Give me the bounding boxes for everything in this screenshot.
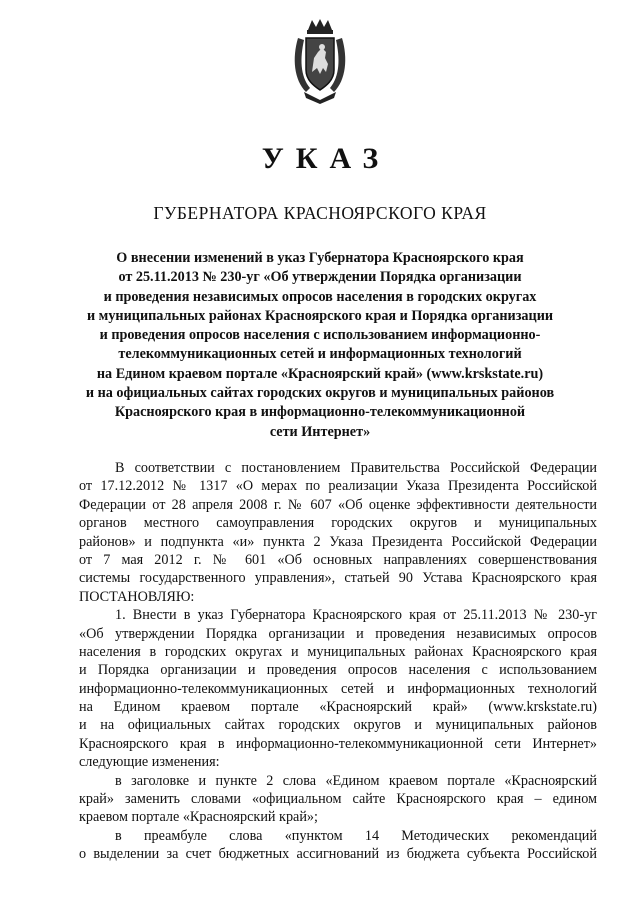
heading-line: и проведения опросов населения с использованием информационно- — [99, 327, 541, 344]
body-line: и Порядка организации и проведения опросов населения с использованием — [79, 662, 597, 679]
body-line: в преамбуле слова «пунктом 14 Методических рекомендаций — [115, 827, 597, 844]
body-line: Красноярского края в информационно-телекоммуникационной сети Интернет» — [79, 735, 597, 752]
body-line: в заголовке и пункте 2 слова «Едином краевом портале «Красноярский — [115, 772, 597, 789]
body-line: на Едином краевом портале «Красноярский край» (www.krskstate.ru) — [79, 699, 597, 716]
heading-line: на Едином краевом портале «Красноярский край» (www.krskstate.ru) — [96, 365, 544, 382]
document-subtitle: ГУБЕРНАТОРА КРАСНОЯРСКОГО КРАЯ — [153, 203, 487, 223]
body-line: населения в городских округах и муниципальных районах Красноярского края — [79, 643, 597, 660]
heading-line: от 25.11.2013 № 230-уг «Об утверждении Порядка организации — [118, 269, 522, 286]
document-title: УКАЗ — [261, 142, 391, 175]
body-line: информационно-телекоммуникационных сетей и информационных технологий — [79, 680, 597, 697]
heading-line: и на официальных сайтах городских округов и муниципальных районов — [85, 385, 555, 402]
decree-heading — [70, 249, 570, 442]
body-line: край» заменить словами «официальном сайте Красноярского края – едином — [79, 791, 597, 808]
coat-of-arms-icon — [290, 18, 350, 104]
body-line: от 17.12.2012 № 1317 «О мерах по реализации Указа Президента Российской — [79, 478, 597, 495]
body-line: органов местного самоуправления городских округов и муниципальных — [79, 515, 597, 532]
body-line: Федерации от 28 апреля 2008 г. № 607 «Об оценке эффективности деятельности — [79, 496, 597, 513]
body-line: районов» и подпункта «и» пункта 2 Указа Президента Российской Федерации — [79, 533, 597, 550]
body-line: от 7 мая 2012 г. № 601 «Об основных направлениях совершенствования — [79, 551, 597, 568]
heading-line: сети Интернет» — [269, 423, 371, 440]
heading-line: телекоммуникационных сетей и информационных технологий — [118, 346, 522, 363]
body-line: «Об утверждении Порядка организации и проведения независимых опросов — [79, 625, 597, 642]
body-line: краевом портале «Красноярский край»; — [79, 809, 318, 826]
heading-line: Красноярского края в информационно-телекоммуникационной — [114, 404, 526, 421]
heading-line: и муниципальных районах Красноярского края и Порядка организации — [86, 307, 554, 324]
body-line: о выделении за счет бюджетных ассигнований из бюджета субъекта Российской — [79, 846, 597, 863]
decree-body — [79, 459, 597, 864]
heading-line: и проведения независимых опросов населения в городских округах — [103, 288, 537, 305]
body-line: В соответствии с постановлением Правительства Российской Федерации — [115, 460, 597, 476]
body-line: ПОСТАНОВЛЯЮ: — [79, 588, 195, 605]
body-line: и на официальных сайтах городских округов и муниципальных районов — [79, 717, 597, 734]
heading-line: О внесении изменений в указ Губернатора Красноярского края — [116, 250, 524, 266]
body-line: системы государственного управления», статьей 90 Устава Красноярского края — [79, 570, 597, 587]
body-line: следующие изменения: — [79, 754, 220, 771]
body-line: 1. Внести в указ Губернатора Красноярского края от 25.11.2013 № 230-уг — [115, 607, 597, 624]
